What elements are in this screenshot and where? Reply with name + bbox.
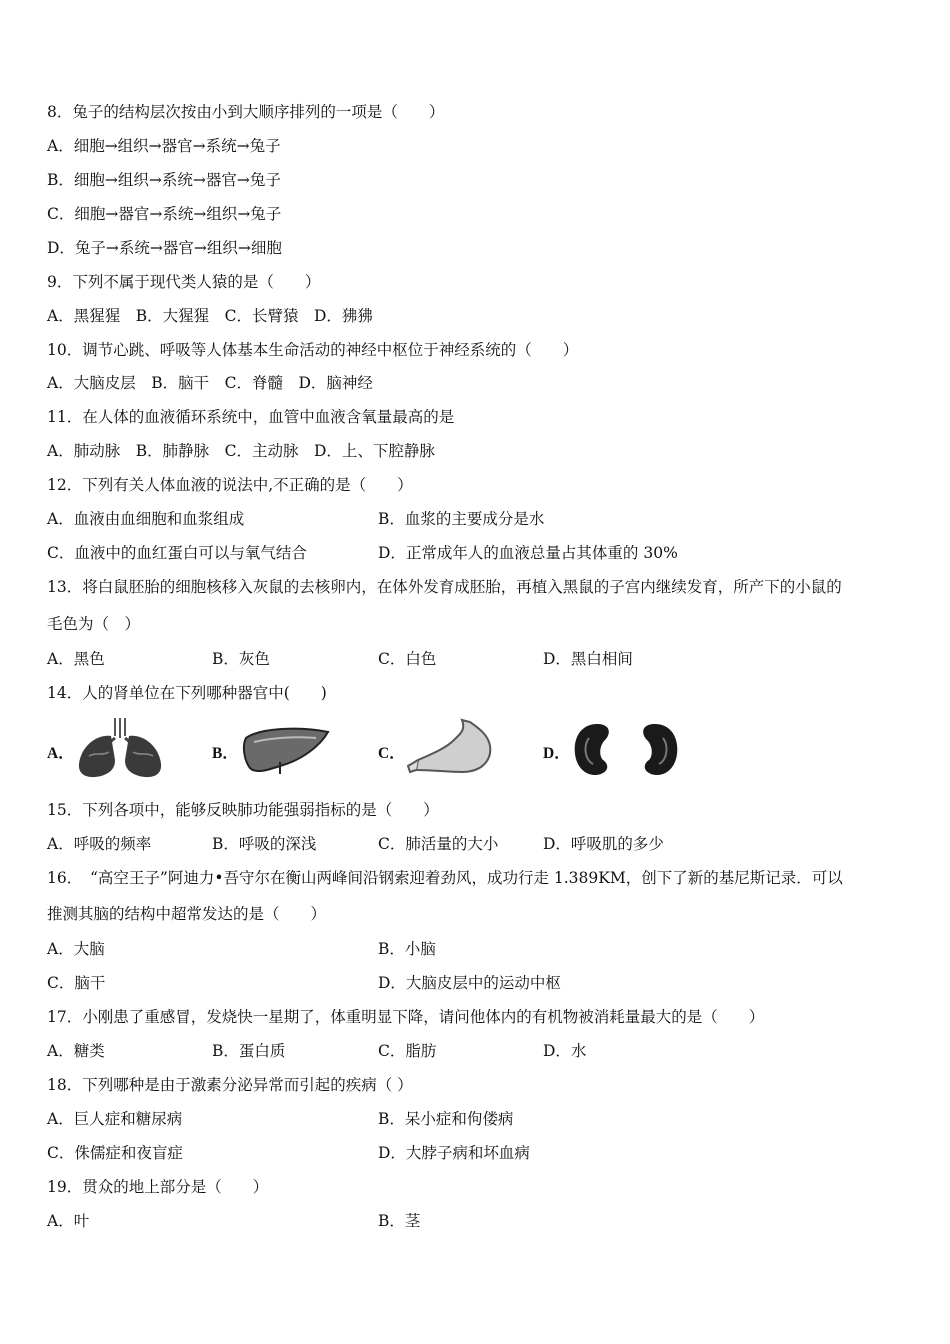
question-14-option-a[interactable] <box>47 716 177 784</box>
question-17-stem: 17．小刚患了重感冒，发烧快一星期了，体重明显下降，请问他体内的有机物被消耗量最大的是（ ） <box>47 1008 765 1026</box>
question-14-stem: 14．人的肾单位在下列哪种器官中( ) <box>47 684 327 702</box>
question-16-option-b[interactable]: B．小脑 <box>378 940 436 958</box>
question-11-stem: 11．在人体的血液循环系统中，血管中血液含氧量最高的是 <box>47 408 455 426</box>
question-16-option-c[interactable]: C．脑干 <box>47 974 106 992</box>
question-17-option-d[interactable]: D．水 <box>543 1042 587 1060</box>
question-8-option-a[interactable]: A．细胞→组织→器官→系统→兔子 <box>47 137 281 155</box>
question-12-stem: 12．下列有关人体血液的说法中,不正确的是（ ） <box>47 476 413 494</box>
liver-icon <box>240 716 332 782</box>
question-13-option-b[interactable]: B．灰色 <box>212 650 270 668</box>
question-9-stem: 9．下列不属于现代类人猿的是（ ） <box>47 273 321 291</box>
stomach-icon <box>406 716 498 782</box>
question-13-option-c[interactable]: C．白色 <box>378 650 437 668</box>
question-13-option-d[interactable]: D．黑白相间 <box>543 650 633 668</box>
question-18-option-d[interactable]: D．大脖子病和坏血病 <box>378 1144 530 1162</box>
question-14-option-d[interactable] <box>543 716 693 784</box>
question-12-option-a[interactable]: A．血液由血细胞和血浆组成 <box>47 510 245 528</box>
question-18-option-c[interactable]: C．侏儒症和夜盲症 <box>47 1144 183 1162</box>
question-19-option-b[interactable]: B．茎 <box>378 1212 421 1230</box>
question-15-option-b[interactable]: B．呼吸的深浅 <box>212 835 317 853</box>
question-8-option-b[interactable]: B．细胞→组织→系统→器官→兔子 <box>47 171 281 189</box>
lungs-icon <box>75 716 165 782</box>
question-16-option-d[interactable]: D．大脑皮层中的运动中枢 <box>378 974 561 992</box>
question-12-option-c[interactable]: C．血液中的血红蛋白可以与氧气结合 <box>47 544 307 562</box>
question-12-option-d[interactable]: D．正常成年人的血液总量占其体重的 30% <box>378 544 678 562</box>
question-14-option-b[interactable] <box>212 716 352 784</box>
question-15-stem: 15．下列各项中，能够反映肺功能强弱指标的是（ ） <box>47 801 439 819</box>
question-8-stem: 8．兔子的结构层次按由小到大顺序排列的一项是（ ） <box>47 103 445 121</box>
question-15-option-c[interactable]: C．肺活量的大小 <box>378 835 499 853</box>
option-b-label: B． <box>212 745 238 762</box>
question-19-option-a[interactable]: A．叶 <box>47 1212 90 1230</box>
question-11-options[interactable]: A．肺动脉 B．肺静脉 C．主动脉 D．上、下腔静脉 <box>47 442 435 460</box>
question-10-stem: 10．调节心跳、呼吸等人体基本生命活动的神经中枢位于神经系统的（ ） <box>47 341 579 359</box>
question-16-option-a[interactable]: A．大脑 <box>47 940 105 958</box>
question-13-stem-line2: 毛色为（ ） <box>47 615 141 633</box>
question-9-options[interactable]: A．黑猩猩 B．大猩猩 C．长臂猿 D．狒狒 <box>47 307 373 325</box>
question-18-option-a[interactable]: A．巨人症和糖尿病 <box>47 1110 183 1128</box>
question-17-option-b[interactable]: B．蛋白质 <box>212 1042 286 1060</box>
option-c-label: C． <box>378 745 405 762</box>
question-18-option-b[interactable]: B．呆小症和佝偻病 <box>378 1110 514 1128</box>
question-18-stem: 18．下列哪种是由于激素分泌异常而引起的疾病（ ） <box>47 1076 413 1094</box>
question-15-option-d[interactable]: D．呼吸肌的多少 <box>543 835 664 853</box>
question-17-option-c[interactable]: C．脂肪 <box>378 1042 437 1060</box>
question-12-option-b[interactable]: B．血浆的主要成分是水 <box>378 510 545 528</box>
question-13-stem-line1: 13．将白鼠胚胎的细胞核移入灰鼠的去核卵内，在体外发育成胚胎，再植入黑鼠的子宫内继续发育，所产下的小鼠的 <box>47 578 842 596</box>
question-13-option-a[interactable]: A．黑色 <box>47 650 105 668</box>
question-17-option-a[interactable]: A．糖类 <box>47 1042 105 1060</box>
question-8-option-d[interactable]: D．兔子→系统→器官→组织→细胞 <box>47 239 282 257</box>
option-d-label: D． <box>543 745 570 762</box>
question-10-options[interactable]: A．大脑皮层 B．脑干 C．脊髓 D．脑神经 <box>47 374 373 392</box>
option-a-label: A． <box>47 745 74 762</box>
question-8-option-c[interactable]: C．细胞→器官→系统→组织→兔子 <box>47 205 282 223</box>
question-15-option-a[interactable]: A．呼吸的频率 <box>47 835 152 853</box>
question-16-stem-line1: 16． “高空王子”阿迪力•吾守尔在衡山两峰间沿钢索迎着劲风，成功行走 1.389KM，创下了新的基尼斯记录．可以 <box>47 869 843 887</box>
question-16-stem-line2: 推测其脑的结构中超常发达的是（ ） <box>47 905 327 923</box>
question-19-stem: 19．贯众的地上部分是（ ） <box>47 1178 269 1196</box>
question-14-option-c[interactable] <box>378 716 518 784</box>
kidney-icon <box>571 716 681 782</box>
